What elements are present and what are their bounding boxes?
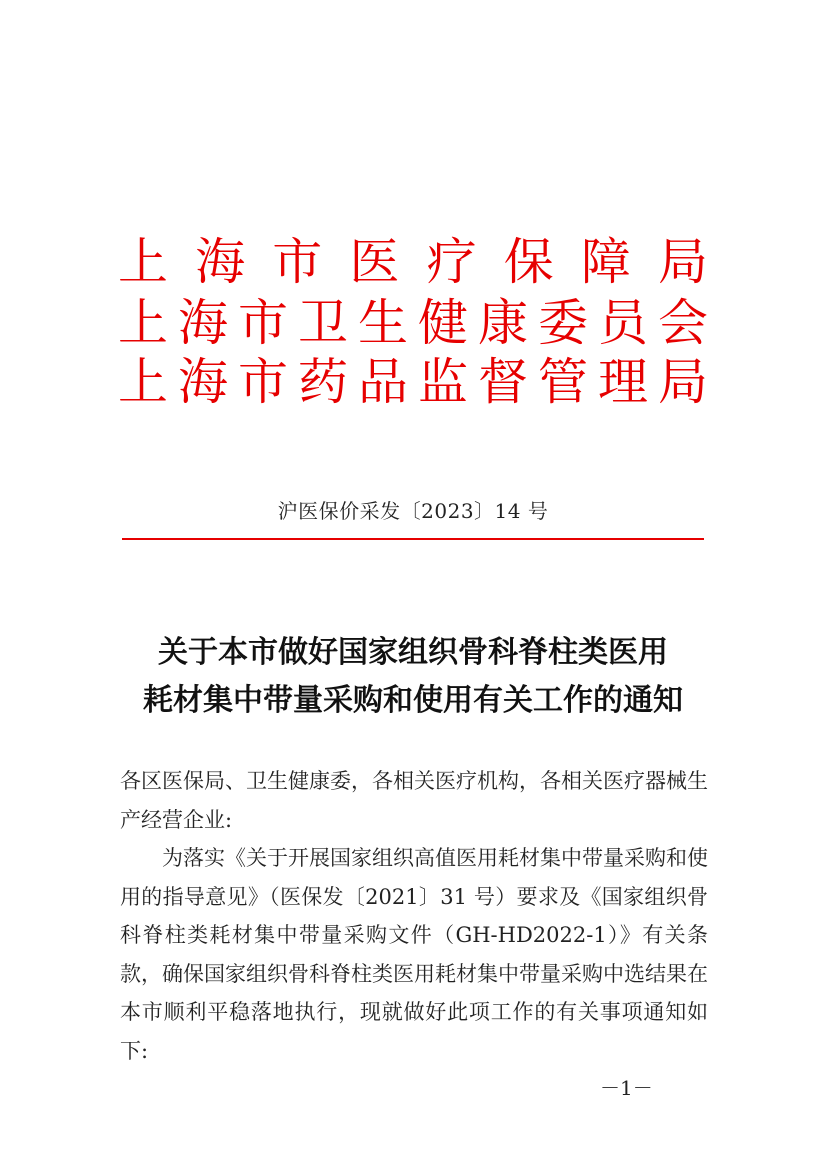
issuer-title-health-commission (118, 293, 708, 353)
issuer-title-char: 康 (478, 294, 528, 352)
issuer-title-char: 上 (118, 353, 168, 411)
issuer-title-char: 保 (503, 233, 554, 291)
issuer-title-char: 局 (658, 353, 708, 411)
issuer-title-medical-insurance (118, 232, 708, 292)
issuer-title-char: 医 (349, 233, 400, 291)
issuer-title-char: 药 (298, 353, 348, 411)
issuer-title-char: 海 (178, 353, 228, 411)
issuer-title-char: 委 (538, 294, 588, 352)
issuer-title-char: 管 (538, 353, 588, 411)
document-number: 沪医保价采发〔2023〕14 号 (277, 499, 549, 523)
issuer-title-char: 上 (118, 294, 168, 352)
issuer-title-char: 上 (118, 233, 168, 291)
notice-title-line-2: 耗材集中带量采购和使用有关工作的通知 (143, 683, 683, 718)
issuer-title-char: 品 (358, 353, 408, 411)
notice-title-line-1: 关于本市做好国家组织骨科脊柱类医用 (158, 635, 668, 670)
addressee-paragraph: 各区医保局、卫生健康委，各相关医疗机构，各相关医疗器械生产经营企业: (120, 769, 708, 832)
issuer-title-char: 市 (272, 233, 323, 291)
issuer-title-char: 疗 (426, 233, 477, 291)
issuer-title-char: 市 (238, 353, 288, 411)
issuer-title-char: 督 (478, 353, 528, 411)
page-number: －1－ (600, 1076, 653, 1100)
issuer-title-char: 海 (195, 233, 246, 291)
issuer-title-char: 局 (657, 233, 708, 291)
issuer-title-char: 卫 (298, 294, 348, 352)
issuer-title-char: 市 (238, 294, 288, 352)
issuer-title-char: 员 (598, 294, 648, 352)
issuer-title-char: 健 (418, 294, 468, 352)
body-paragraph: 为落实《关于开展国家组织高值医用耗材集中带量采购和使用的指导意见》（医保发〔2021〕31 号）要求及《国家组织骨科脊柱类耗材集中带量采购文件（GH-HD2022-1）》有关条款，确保国家组织骨科脊柱类医用耗材集中带量采购中选结果在本市顺利平稳落地执行，现就做好此项工作的有关事项通知如下: (120, 846, 708, 1063)
issuer-title-char: 监 (418, 353, 468, 411)
issuer-title-char: 生 (358, 294, 408, 352)
red-divider-line (122, 538, 704, 540)
issuer-title-char: 理 (598, 353, 648, 411)
issuer-title-drug-administration (118, 352, 708, 412)
issuer-title-char: 会 (658, 294, 708, 352)
issuer-title-char: 障 (580, 233, 631, 291)
issuer-title-char: 海 (178, 294, 228, 352)
